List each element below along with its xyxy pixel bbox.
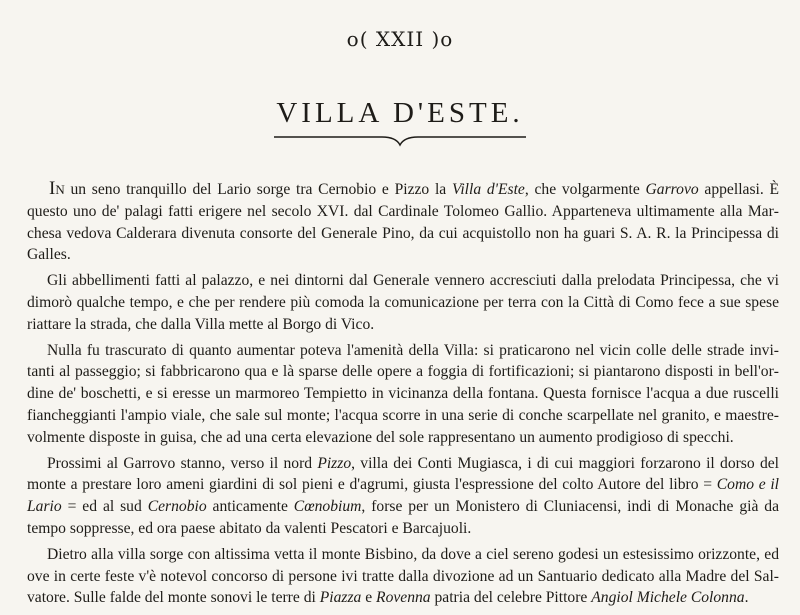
- title-ornament-rule: [272, 132, 528, 148]
- page-title: VILLA D'ESTE.: [276, 97, 524, 129]
- paragraph-2: Gli abbellimenti fatti al palazzo, e nei dintorni dal Generale vennero accresciuti dalla prelodata Principessa, che vi dimorò qualche tempo, e che per rendere più comoda la comunicazione per terra con la Città di Como fece a sue spese riattare la strada, che dalla Villa mette al Borgo di Vico.: [27, 272, 779, 333]
- initial-letter: I: [49, 178, 56, 199]
- paragraph-3: Nulla fu trascurato di quanto aumentar poteva l'amenità della Villa: si praticarono nel vicin colle delle strade invitanti al passeggio; si fabbricarono qua e là sparse delle opere a foggia di fortificazioni; si piantarono disposti in bell'ordine de' boschetti, e si eresse un marmoreo Tempietto in vicinanza della fontana. Questa fornisce l'acqua a due ruscelli fiancheggianti l'ampio viale, che sale sul monte; l'acqua scorre in una serie di conche scarpellate nel granito, e maestrevolmente disposte in guisa, che ad una certa elevazione del sole rappresentano un aumento prodigioso di specchi.: [27, 341, 779, 446]
- page-number-header: o( XXII )o: [346, 27, 454, 51]
- paragraph-1: IN un seno tranquillo del Lario sorge tra Cernobio e Pizzo la Villa d'Este, che volgarmente Garrovo appellasi. È questo uno de' palagi fatti erigere nel secolo XVI. dal Cardinale Tolomeo Gallio. Apparteneva ultimamente alla Marchesa vedova Calderara divenuta consorte del Generale Pino, da cui acquistollo non ha guari S. A. R. la Principessa di Galles.: [27, 178, 780, 264]
- paragraph-5: Dietro alla villa sorge con altissima vetta il monte Bisbino, da dove a ciel sereno godesi un estesissimo orizzonte, ed ove in certe feste v'è notevol concorso di persone ivi tratte dalla divozione ad un Santuario dedicato alla Madre del Salvatore. Sulle falde del monte sonovi le terre di Piazza e Rovenna patria del celebre Pittore Angiol Michele Colonna.: [27, 545, 779, 607]
- body-text: [27, 178, 779, 613]
- paragraph-4: Prossimi al Garrovo stanno, verso il nord Pizzo, villa dei Conti Mugiasca, i di cui maggiori forzarono il dorso del monte a prestare loro ameni giardini di sol pieni e d'agrumi, giusta l'espressione del colto Autore del libro = Como e il Lario = ed al sud Cernobio anticamente Cœnobium, forse per un Monistero di Cluniacensi, indi di Monache già da tempo soppresse, ed ora paese abitato da valenti Pescatori e Barcajuoli.: [27, 454, 780, 537]
